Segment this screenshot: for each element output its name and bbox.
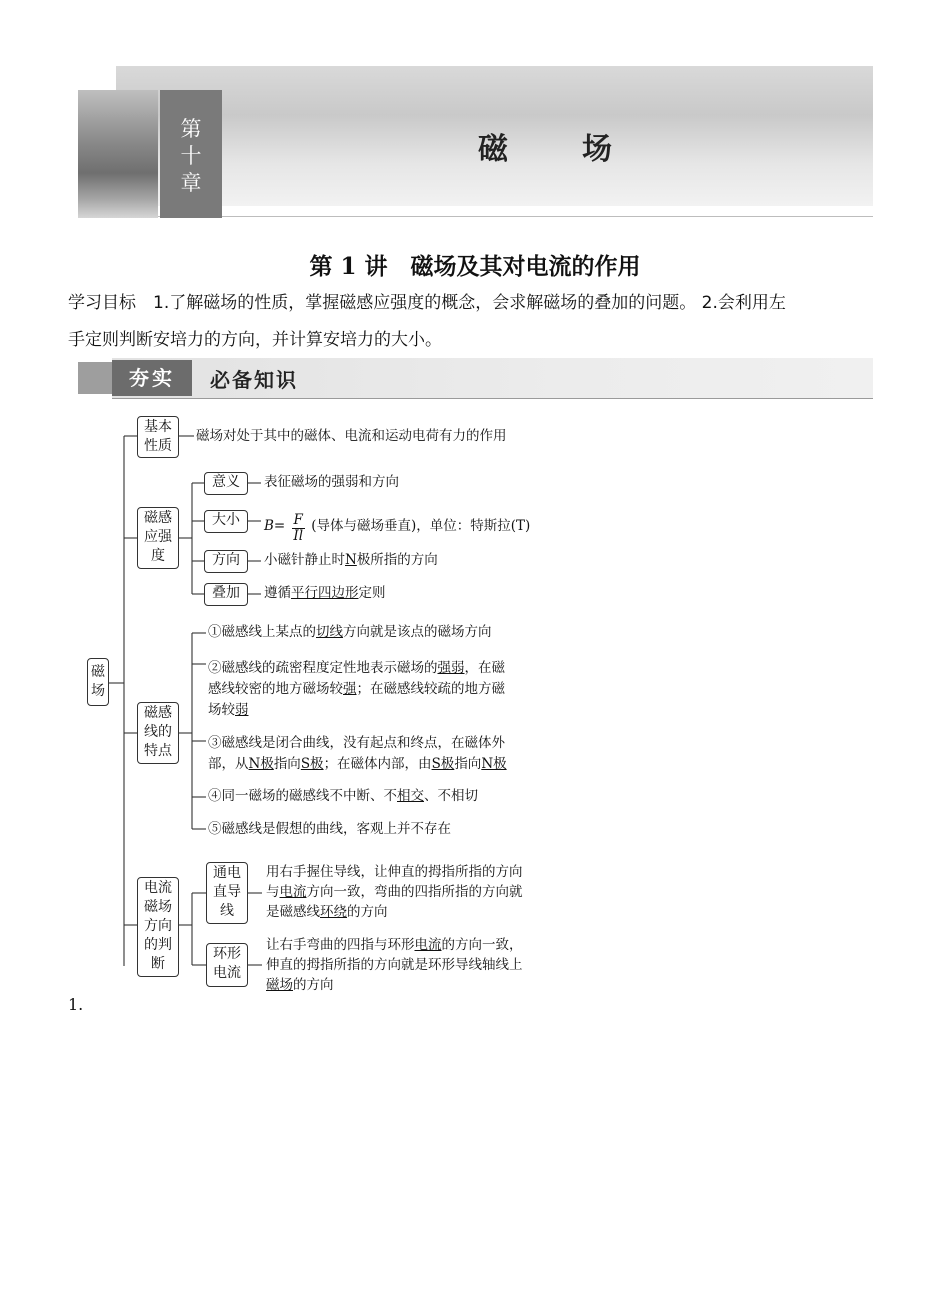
lesson-title: 第 1 讲 磁场及其对电流的作用 [309,253,641,280]
item-3-c: 指向 [273,756,301,772]
direction-text-pre: 小磁针静止时 [264,552,345,568]
current-rule-label: 电流磁场方向的判断 [144,880,172,972]
chapter-title: 磁 场 [478,132,634,167]
straight-wire-label: 通电直导线 [213,865,241,919]
formula-denominator: Il [293,528,304,544]
direction-text [264,550,438,571]
item-4-answer: 相交 [397,788,424,804]
loop-line-2: 伸直的拇指所指的方向就是环形导线轴线上 [266,957,523,973]
item-3-line-1: ③磁感线是闭合曲线，没有起点和终点，在磁体外 [208,735,505,751]
size-node: 大小 [204,510,248,533]
knowledge-mindmap [84,408,564,998]
superpose-text [264,583,386,604]
item-1-post: 方向就是该点的磁场方向 [343,624,492,640]
field-lines-item-1 [208,622,492,643]
item-2-line-3 [208,700,560,721]
loop-current-label: 环形电流 [213,946,241,981]
loop-line-3 [266,975,566,995]
root-node-label: 磁场 [91,664,105,699]
chapter-label-text: 第十章 [180,117,202,195]
root-node [87,658,109,706]
straight-line-2 [266,882,566,902]
question-number: 1. [68,995,84,1014]
loop-answer-1: 电流 [414,937,442,953]
learning-goals-line-2: 手定则判断安培力的方向，并计算安培力的大小。 [68,330,442,350]
loop-d: 的方向 [293,977,334,993]
section-header [78,358,873,400]
size-formula [264,511,530,542]
straight-line-1: 用右手握住导线，让伸直的拇指所指的方向 [266,864,523,880]
loop-b: 的方向一致， [441,937,523,953]
direction-text-post: 极所指的方向 [356,552,438,568]
field-lines-item-5: ⑤磁感线是假想的曲线，客观上并不存在 [208,821,451,837]
basic-property-node [137,416,179,458]
meaning-node: 意义 [204,472,248,495]
superpose-text-answer: 平行四边形 [291,585,359,601]
straight-d: 是磁感线 [266,904,320,920]
basic-property-label: 基本性质 [144,419,172,454]
straight-e: 的方向 [347,904,388,920]
straight-c: 方向一致，弯曲的四指所指的方向就 [306,884,523,900]
formula-b: B= [264,518,286,534]
field-lines-node [137,702,179,764]
landscape-image [78,90,158,218]
item-2-b: ，在磁 [464,660,505,676]
straight-b: 与 [266,884,280,900]
loop-a: 让右手弯曲的四指与环形 [266,937,415,953]
item-2-d: ；在磁感线较疏的地方磁 [356,681,505,697]
item-3-e: 指向 [454,756,482,772]
section-header-rule [112,398,873,399]
straight-wire-node [206,862,248,924]
item-3-d: ；在磁体内部，由 [323,756,432,772]
item-3-answer-1: N极 [248,756,274,772]
item-4-post: 、不相切 [424,788,478,804]
chapter-banner [78,66,873,218]
direction-node: 方向 [204,550,248,573]
item-2-a: ②磁感线的疏密程度定性地表示磁场的 [208,660,438,676]
straight-wire-text [266,862,566,922]
item-2-line-1 [208,658,560,679]
loop-answer-2: 磁场 [266,977,293,993]
current-rule-node [137,877,179,977]
straight-answer-2: 环绕 [320,904,347,920]
section-header-accent [78,362,112,394]
item-2-answer-1: 强弱 [437,660,465,676]
basic-property-text: 磁场对处于其中的磁体、电流和运动电荷有力的作用 [196,428,507,444]
loop-line-1 [266,935,566,955]
formula-numerator: F [293,512,303,528]
item-4-pre: ④同一磁场的磁感线不中断、不 [208,788,397,804]
field-lines-item-2 [208,658,560,721]
superpose-node: 叠加 [204,583,248,606]
item-1-pre: ①磁感线上某点的 [208,624,316,640]
section-tag: 夯实 [112,360,192,396]
superpose-text-pre: 遵循 [264,585,291,601]
section-title: 必备知识 [210,368,298,392]
item-2-e: 场较 [208,702,235,718]
loop-current-node [206,943,248,987]
loop-current-text [266,935,566,995]
intensity-node [137,507,179,569]
formula-fraction [292,513,305,544]
superpose-text-post: 定则 [358,585,386,601]
field-lines-item-4 [208,786,478,807]
item-2-c: 感线较密的地方磁场较 [208,681,343,697]
item-3-answer-2: S极 [300,756,324,772]
size-text: (导体与磁场垂直)，单位：特斯拉(T) [311,518,531,534]
item-2-answer-2: 强 [343,681,357,697]
item-2-answer-3: 弱 [235,702,249,718]
chapter-label [160,116,222,197]
straight-line-3 [266,902,566,922]
chapter-box [160,90,222,218]
learning-goals-line-1: 学习目标 1.了解磁场的性质，掌握磁感应强度的概念，会求解磁场的叠加的问题。 2.会利用左 [68,293,786,313]
item-3-answer-3: S极 [431,756,455,772]
item-1-answer: 切线 [316,624,343,640]
item-2-line-2 [208,679,560,700]
item-3-b: 部，从 [208,756,249,772]
meaning-text: 表征磁场的强弱和方向 [264,474,399,490]
field-lines-item-3 [208,733,560,775]
intensity-label: 磁感应强度 [144,510,172,564]
item-3-answer-4: N极 [481,756,507,772]
straight-answer-1: 电流 [279,884,307,900]
item-3-line-2 [208,754,560,775]
field-lines-label: 磁感线的特点 [144,705,172,759]
direction-text-answer: N [345,552,357,568]
